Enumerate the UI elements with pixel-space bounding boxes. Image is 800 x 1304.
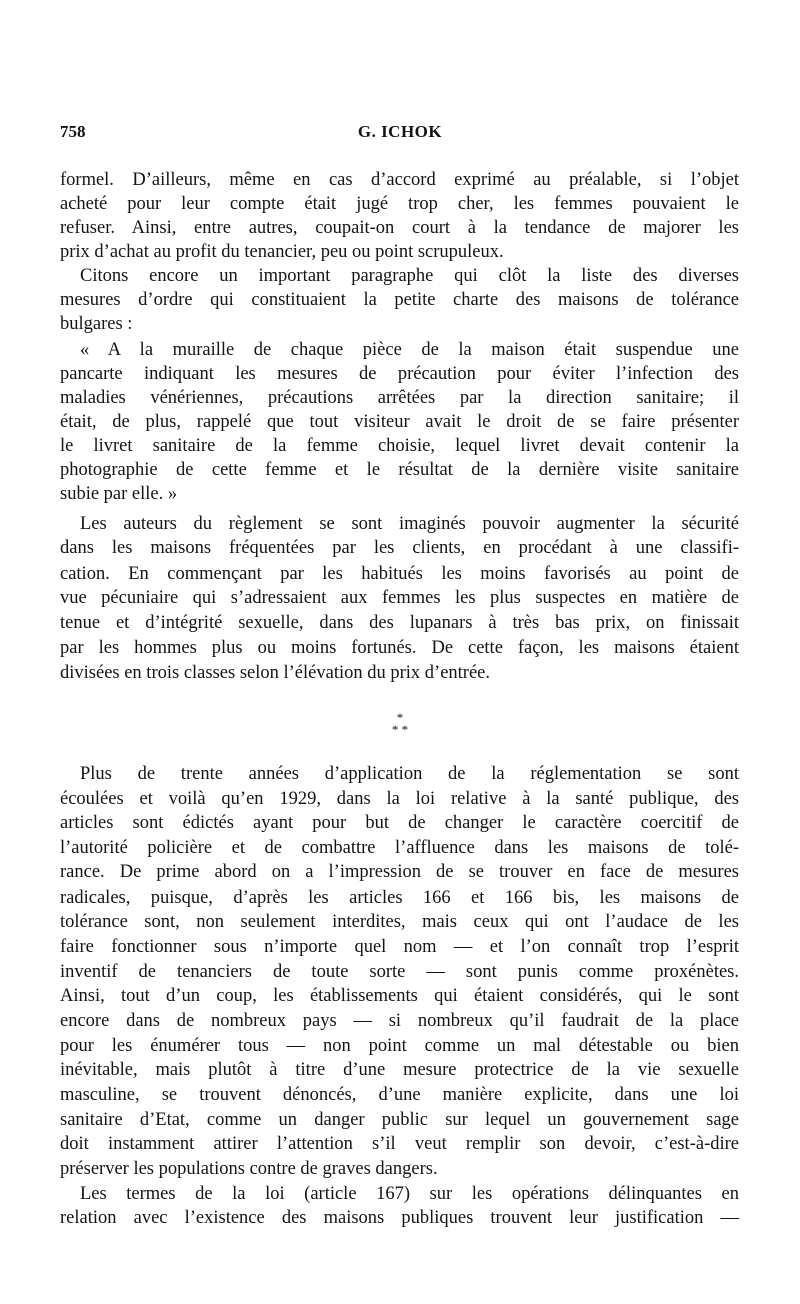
text-line: préserver les populations contre de graves dangers.	[60, 1159, 438, 1179]
text-line: par les hommes plus ou moins fortunés. De cette façon, les maisons étaient	[60, 638, 739, 658]
text-line: photographie de cette femme et le résultat de la dernière visite sanitaire	[60, 460, 739, 480]
text-line: écoulées et voilà qu’en 1929, dans la loi relative à la santé publique, des	[60, 789, 739, 809]
text-line: Citons encore un important paragraphe qui clôt la liste des diverses	[80, 266, 739, 286]
text-line: Les auteurs du règlement se sont imaginés pouvoir augmenter la sécurité	[80, 514, 739, 534]
text-line: pour les énumérer tous — non point comme un mal détestable ou bien	[60, 1036, 739, 1056]
running-head: G. ICHOK	[357, 122, 443, 141]
text-line: masculine, se trouvent dénoncés, d’une manière explicite, dans une loi	[60, 1085, 739, 1105]
text-line: cation. En commençant par les habitués les moins favorisés au point de	[60, 564, 739, 584]
text-line: divisées en trois classes selon l’élévation du prix d’entrée.	[60, 663, 490, 683]
text-line: l’autorité policière et de combattre l’affluence dans les maisons de tolé-	[60, 838, 739, 858]
text-line: inévitable, mais plutôt à titre d’une mesure protectrice de la vie sexuelle	[60, 1060, 739, 1080]
text-line: Les termes de la loi (article 167) sur les opérations délinquantes en	[80, 1184, 739, 1204]
text-line: Ainsi, tout d’un coup, les établissements qui étaient considérés, qui le sont	[60, 986, 739, 1006]
section-separator-bottom-stars: * *	[391, 722, 409, 737]
section-separator-top-star: *	[396, 710, 404, 725]
text-line: encore dans de nombreux pays — si nombreux qu’il faudrait de la place	[60, 1011, 739, 1031]
text-line: articles sont édictés ayant pour but de changer le caractère coercitif de	[60, 813, 739, 833]
text-line: sanitaire d’Etat, comme un danger public sur lequel un gouvernement sage	[60, 1110, 739, 1130]
text-line: « A la muraille de chaque pièce de la maison était suspendue une	[80, 340, 739, 360]
text-line: refuser. Ainsi, entre autres, coupait-on court à la tendance de majorer les	[60, 218, 739, 238]
text-line: mesures d’ordre qui constituaient la petite charte des maisons de tolérance	[60, 290, 739, 310]
text-line: inventif de tenanciers de toute sorte — sont punis comme proxénètes.	[60, 962, 739, 982]
text-line: le livret sanitaire de la femme choisie, lequel livret devait contenir la	[60, 436, 739, 456]
text-line: acheté pour leur compte était jugé trop cher, les femmes pouvaient le	[60, 194, 739, 214]
text-line: rance. De prime abord on a l’impression de se trouver en face de mesures	[60, 862, 739, 882]
text-line: bulgares :	[60, 314, 133, 334]
text-line: était, de plus, rappelé que tout visiteur avait le droit de se faire présenter	[60, 412, 739, 432]
text-line: relation avec l’existence des maisons publiques trouvent leur justification —	[60, 1208, 739, 1228]
text-line: formel. D’ailleurs, même en cas d’accord exprimé au préalable, si l’objet	[60, 170, 739, 190]
text-line: tolérance sont, non seulement interdites, mais ceux qui ont l’audace de les	[60, 912, 739, 932]
text-line: vue pécuniaire qui s’adressaient aux femmes les plus suspectes en matière de	[60, 588, 739, 608]
text-line: faire fonctionner sous n’importe quel nom — et l’on connaît trop l’esprit	[60, 937, 739, 957]
text-line: prix d’achat au profit du tenancier, peu ou point scrupuleux.	[60, 242, 504, 262]
text-line: Plus de trente années d’application de la réglementation se sont	[80, 764, 739, 784]
text-line: subie par elle. »	[60, 484, 178, 504]
text-line: dans les maisons fréquentées par les clients, en procédant à une classifi-	[60, 538, 739, 558]
page-number: 758	[60, 122, 86, 141]
text-line: maladies vénériennes, précautions arrêtées par la direction sanitaire; il	[60, 388, 739, 408]
text-line: pancarte indiquant les mesures de précaution pour éviter l’infection des	[60, 364, 739, 384]
text-line: tenue et d’intégrité sexuelle, dans des lupanars à très bas prix, on finissait	[60, 613, 739, 633]
page-header	[60, 122, 740, 146]
text-line: doit instamment attirer l’attention s’il veut remplir son devoir, c’est-à-dire	[60, 1134, 739, 1154]
text-line: radicales, puisque, d’après les articles 166 et 166 bis, les maisons de	[60, 888, 739, 908]
